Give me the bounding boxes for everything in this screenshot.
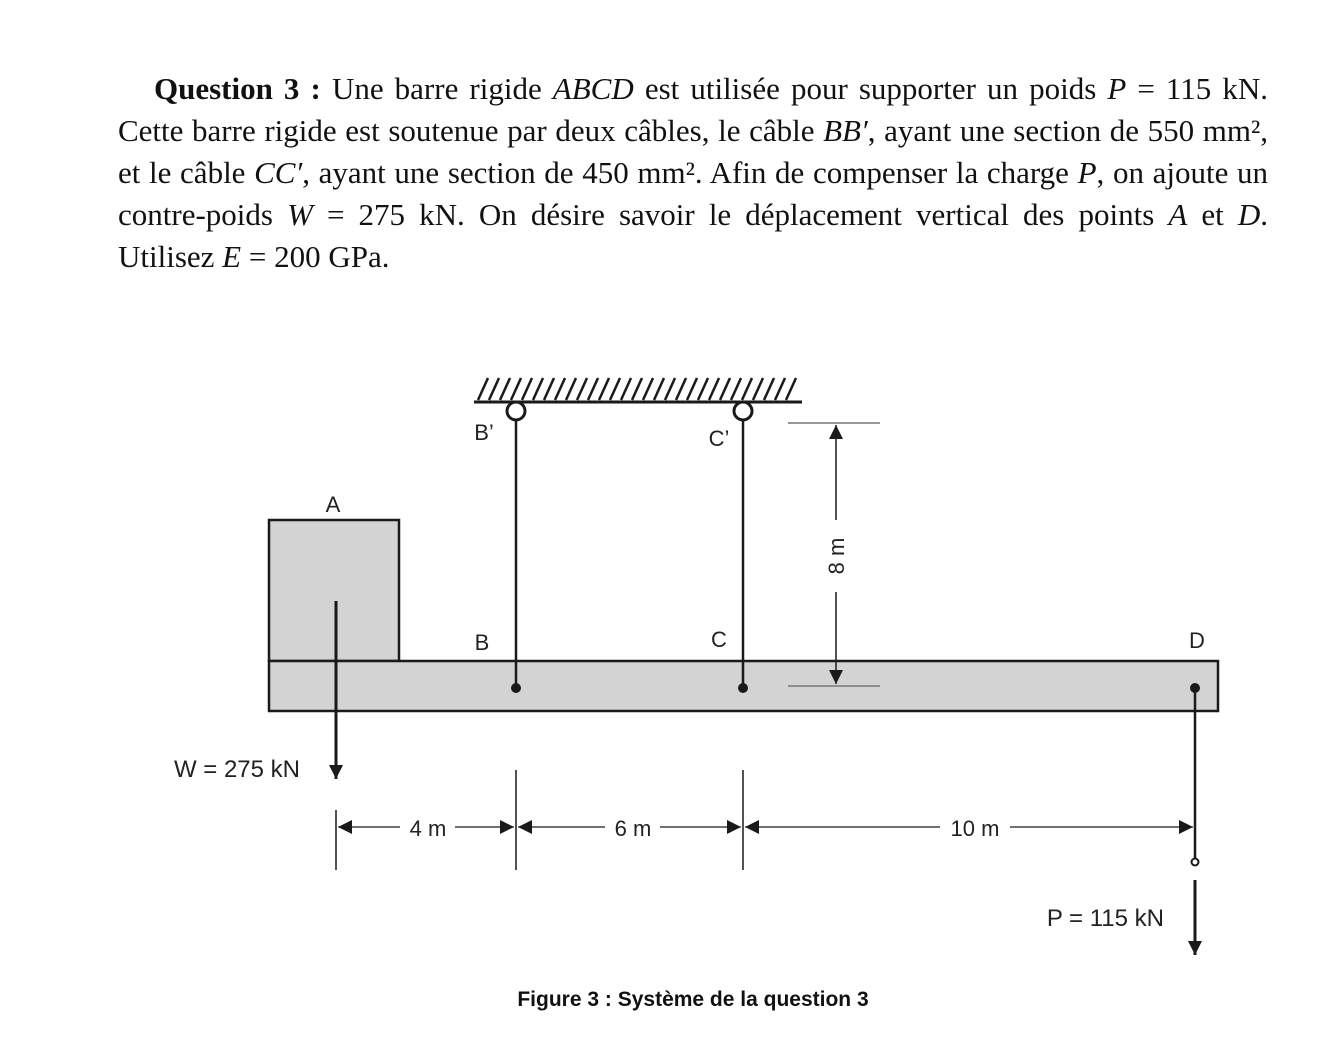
ceiling-support — [474, 378, 802, 402]
hatch-line — [566, 378, 576, 400]
symbol-e: E — [222, 239, 242, 274]
question-text-part: , on ajoute un contre-poids — [118, 155, 1268, 232]
counterweight-block — [269, 520, 399, 661]
hatch-line — [720, 378, 730, 400]
hatch-line — [731, 378, 741, 400]
height-label: 8 m — [824, 537, 849, 575]
hatch-line — [764, 378, 774, 400]
question-text-part: , ayant une section de 550 mm², et le câble — [118, 113, 1268, 190]
symbol-d: D — [1237, 197, 1261, 232]
hatch-line — [577, 378, 587, 400]
symbol-w: W — [287, 197, 313, 232]
hatch-line — [500, 378, 510, 400]
hatch-line — [753, 378, 763, 400]
hatch-line — [665, 378, 675, 400]
cable-bb-name: BB′ — [823, 113, 868, 148]
dimension-10m: 10 m — [950, 816, 1000, 841]
label-a: A — [325, 492, 341, 517]
question-text-part: = 275 kN. On désire savoir le déplacement vertical des points — [312, 197, 1169, 232]
hatch-line — [511, 378, 521, 400]
symbol-p: P — [1107, 71, 1127, 106]
symbol-a: A — [1168, 197, 1188, 232]
question-text-part: et — [1187, 197, 1238, 232]
hatch-line — [533, 378, 543, 400]
hatch-line — [610, 378, 620, 400]
label-load-p: P = 115 kN — [1046, 905, 1164, 932]
label-c-prime: C’ — [708, 426, 730, 451]
hatch-line — [687, 378, 697, 400]
dimension-6m: 6 m — [614, 816, 652, 841]
hatch-line — [489, 378, 499, 400]
hatch-line — [742, 378, 752, 400]
cable-bb — [507, 402, 525, 693]
horizontal-dimensions — [336, 770, 1193, 870]
hatch-line — [698, 378, 708, 400]
hatch-line — [654, 378, 664, 400]
figure-caption: Figure 3 : Système de la question 3 — [517, 988, 869, 1011]
load-p — [1192, 688, 1199, 955]
hatch-line — [621, 378, 631, 400]
hatch-line — [632, 378, 642, 400]
symbol-p: P — [1077, 155, 1097, 190]
hatch-line — [643, 378, 653, 400]
question-text-part: = 115 kN. Cette barre rigide est soutenue par deux câbles, le câble — [118, 71, 1268, 148]
hatch-line — [599, 378, 609, 400]
hatch-line — [786, 378, 796, 400]
label-weight-w: W = 275 kN — [173, 756, 300, 783]
question-text-part: = 200 GPa. — [241, 239, 390, 274]
label-b-prime: B’ — [474, 420, 494, 445]
hatch-line — [478, 378, 488, 400]
question-text-part: . Utilisez — [118, 197, 1268, 274]
hatch-line — [544, 378, 554, 400]
hatch-line — [555, 378, 565, 400]
cable-cc-name: CC′ — [254, 155, 303, 190]
hatch-line — [522, 378, 532, 400]
label-c: C — [711, 627, 727, 652]
label-b: B — [474, 630, 490, 655]
hatch-line — [709, 378, 719, 400]
label-d: D — [1189, 628, 1205, 653]
hatch-line — [775, 378, 785, 400]
cable-cc — [734, 402, 752, 693]
question-heading: Question 3 : — [154, 71, 321, 106]
hatch-line — [588, 378, 598, 400]
height-dimension — [788, 423, 880, 686]
bar-name: ABCD — [552, 71, 634, 106]
question-text-part: est utilisée pour supporter un poids — [633, 71, 1108, 106]
question-text-part: Une barre rigide — [331, 71, 553, 106]
question-text-part: , ayant une section de 450 mm². Afin de compenser la charge — [302, 155, 1078, 190]
hatch-line — [676, 378, 686, 400]
dimension-4m: 4 m — [409, 816, 447, 841]
